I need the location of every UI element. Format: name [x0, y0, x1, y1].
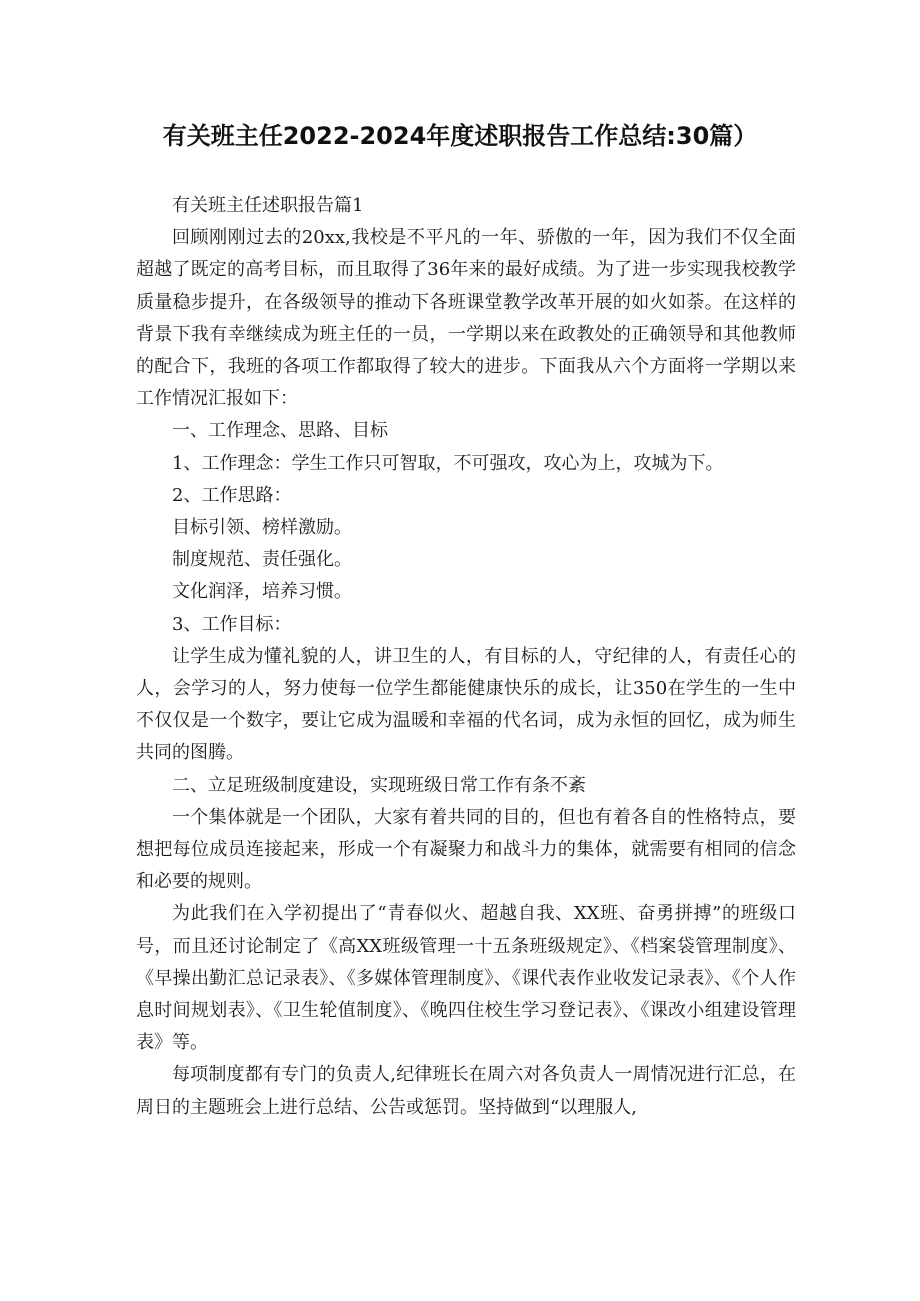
paragraph: 回顾刚刚过去的20xx,我校是不平凡的一年、骄傲的一年，因为我们不仅全面超越了既定的高考目标，而且取得了36年来的最好成绩。为了进一步实现我校教学质量稳步提升，在各级领导的推动下各班课堂教学改革开展的如火如荼。在这样的背景下我有幸继续成为班主任的一员，一学期以来在政教处的正确领导和其他教师的配合下，我班的各项工作都取得了较大的进步。下面我从六个方面将一学期以来工作情况汇报如下：: [136, 227, 796, 410]
paragraph: 每项制度都有专门的负责人,纪律班长在周六对各负责人一周情况进行汇总，在周日的主题班会上进行总结、公告或惩罚。坚持做到“以理服人,: [136, 1064, 796, 1118]
paragraph: 1、工作理念：学生工作只可智取，不可强攻，攻心为上，攻城为下。: [172, 452, 724, 474]
list-item: 文化润泽，培养习惯。: [172, 581, 352, 603]
document-body: [136, 190, 796, 1124]
paragraph: 2、工作思路：: [172, 484, 292, 506]
paragraph: 为此我们在入学初提出了“青春似火、超越自我、XX班、奋勇拼搏”的班级口号，而且还讨论制定了《高XX班级管理一十五条班级规定》、《档案袋管理制度》、《早操出勤汇总记录表》、《多媒体管理制度》、《课代表作业收发记录表》、《个人作息时间规划表》、《卫生轮值制度》、《晚四住校生学习登记表》、《课改小组建设管理表》等。: [136, 903, 797, 1054]
paragraph: 一个集体就是一个团队，大家有着共同的目的，但也有着各自的性格特点，要想把每位成员连接起来，形成一个有凝聚力和战斗力的集体，就需要有相同的信念和必要的规则。: [136, 806, 796, 893]
section-heading: 二、立足班级制度建设，实现班级日常工作有条不紊: [172, 774, 586, 796]
paragraph: 3、工作目标：: [172, 613, 292, 635]
list-item: 制度规范、责任强化。: [172, 549, 352, 571]
paragraph: 让学生成为懂礼貌的人，讲卫生的人，有目标的人，守纪律的人，有责任心的人，会学习的人，努力使每一位学生都能健康快乐的成长，让350在学生的一生中不仅仅是一个数字，要让它成为温暖和幸福的代名词，成为永恒的回忆，成为师生共同的图腾。: [136, 645, 796, 764]
section-heading: 有关班主任述职报告篇1: [172, 195, 364, 216]
section-heading: 一、工作理念、思路、目标: [172, 420, 388, 442]
document-title: 有关班主任2022-2024年度述职报告工作总结:30篇）: [162, 122, 758, 150]
list-item: 目标引领、榜样激励。: [172, 517, 352, 539]
